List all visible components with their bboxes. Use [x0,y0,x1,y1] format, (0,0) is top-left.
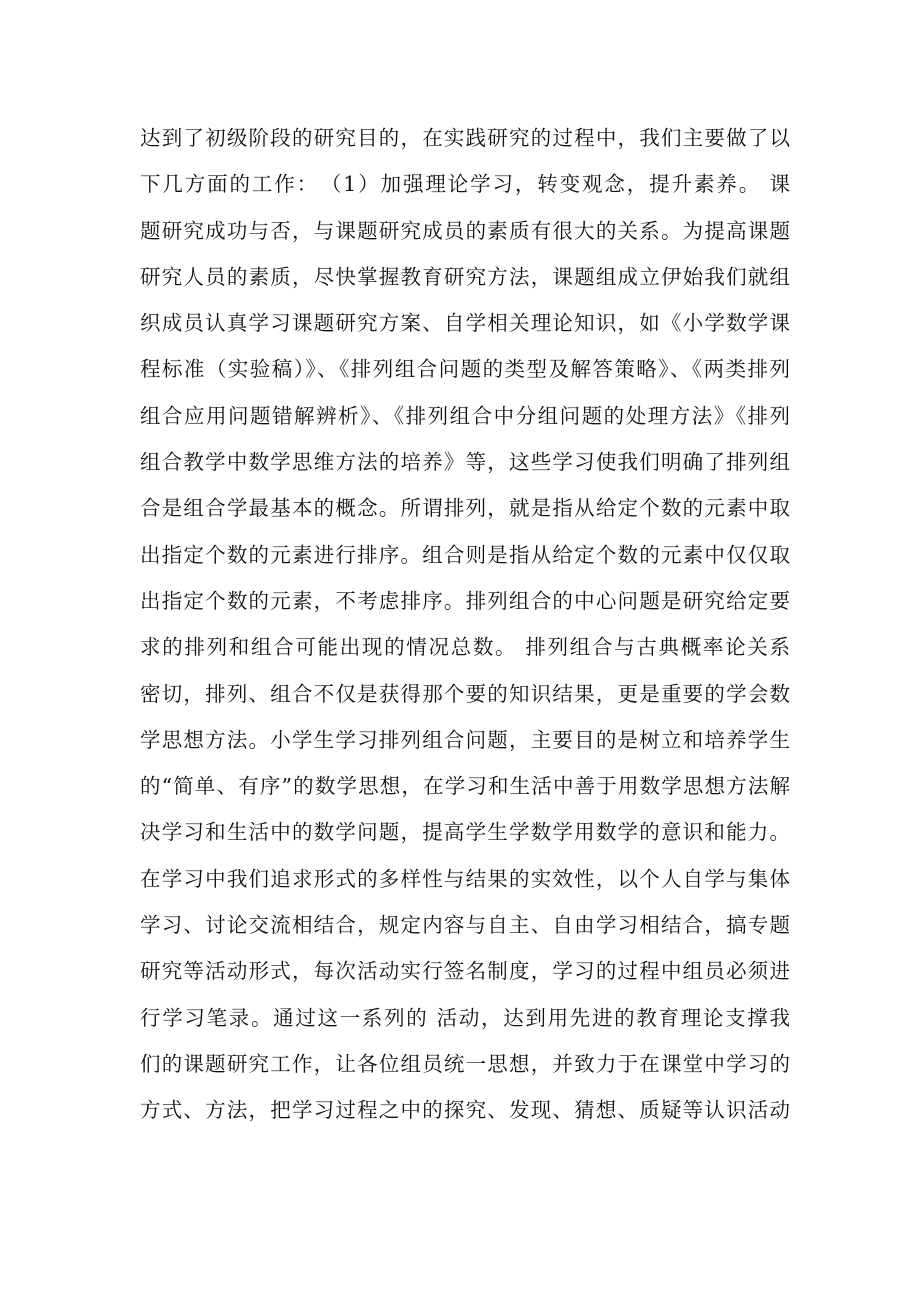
text-line: 密切，排列、组合不仅是获得那个要的知识结果，更是重要的学会数 [140,681,790,706]
text-line: 们的课题研究工作，让各位组员统一思想，并致力于在课堂中学习的 [140,1051,790,1076]
text-line: 学习、讨论交流相结合，规定内容与自主、自由学习相结合，搞专题 [140,913,790,938]
text-line: 程标准（实验稿）》、《排列组合问题的类型及解答策略》、《两类排列 [140,357,790,382]
text-line: 求的排列和组合可能出现的情况总数。 排列组合与古典概率论关系 [140,635,790,660]
text-line: 出指定个数的元素进行排序。组合则是指从给定个数的元素中仅仅取 [140,542,790,567]
text-line: 研究等活动形式，每次活动实行签名制度，学习的过程中组员必须进 [140,959,790,984]
text-line: 组合应用问题错解辨析》、《排列组合中分组问题的处理方法》《排列 [140,403,790,428]
text-line: 方式、方法，把学习过程之中的探究、发现、猜想、质疑等认识活动 [140,1098,790,1123]
body-paragraph [140,115,790,1134]
text-line: 学思想方法。小学生学习排列组合问题，主要目的是树立和培养学生 [140,727,790,752]
text-line: 合是组合学最基本的概念。所谓排列，就是指从给定个数的元素中取 [140,496,790,521]
text-line: 出指定个数的元素，不考虑排序。排列组合的中心问题是研究给定要 [140,588,790,613]
text-line: 下几方面的工作： （1）加强理论学习，转变观念，提升素养。 课 [140,172,790,197]
text-line: 在学习中我们追求形式的多样性与结果的实效性，以个人自学与集体 [140,866,790,891]
text-line: 织成员认真学习课题研究方案、自学相关理论知识，如《小学数学课 [140,311,790,336]
text-line: 行学习笔录。通过这一系列的 活动，达到用先进的教育理论支撑我 [140,1005,790,1030]
text-line: 研究人员的素质，尽快掌握教育研究方法，课题组成立伊始我们就组 [140,264,790,289]
text-line: 达到了初级阶段的研究目的，在实践研究的过程中，我们主要做了以 [140,126,790,150]
text-line: 的“简单、有序”的数学思想，在学习和生活中善于用数学思想方法解 [140,774,790,799]
text-line: 组合教学中数学思维方法的培养》等，这些学习使我们明确了排列组 [140,450,790,475]
text-line: 题研究成功与否，与课题研究成员的素质有很大的关系。为提高课题 [140,218,790,243]
text-line: 决学习和生活中的数学问题，提高学生学数学用数学的意识和能力。 [140,820,790,845]
